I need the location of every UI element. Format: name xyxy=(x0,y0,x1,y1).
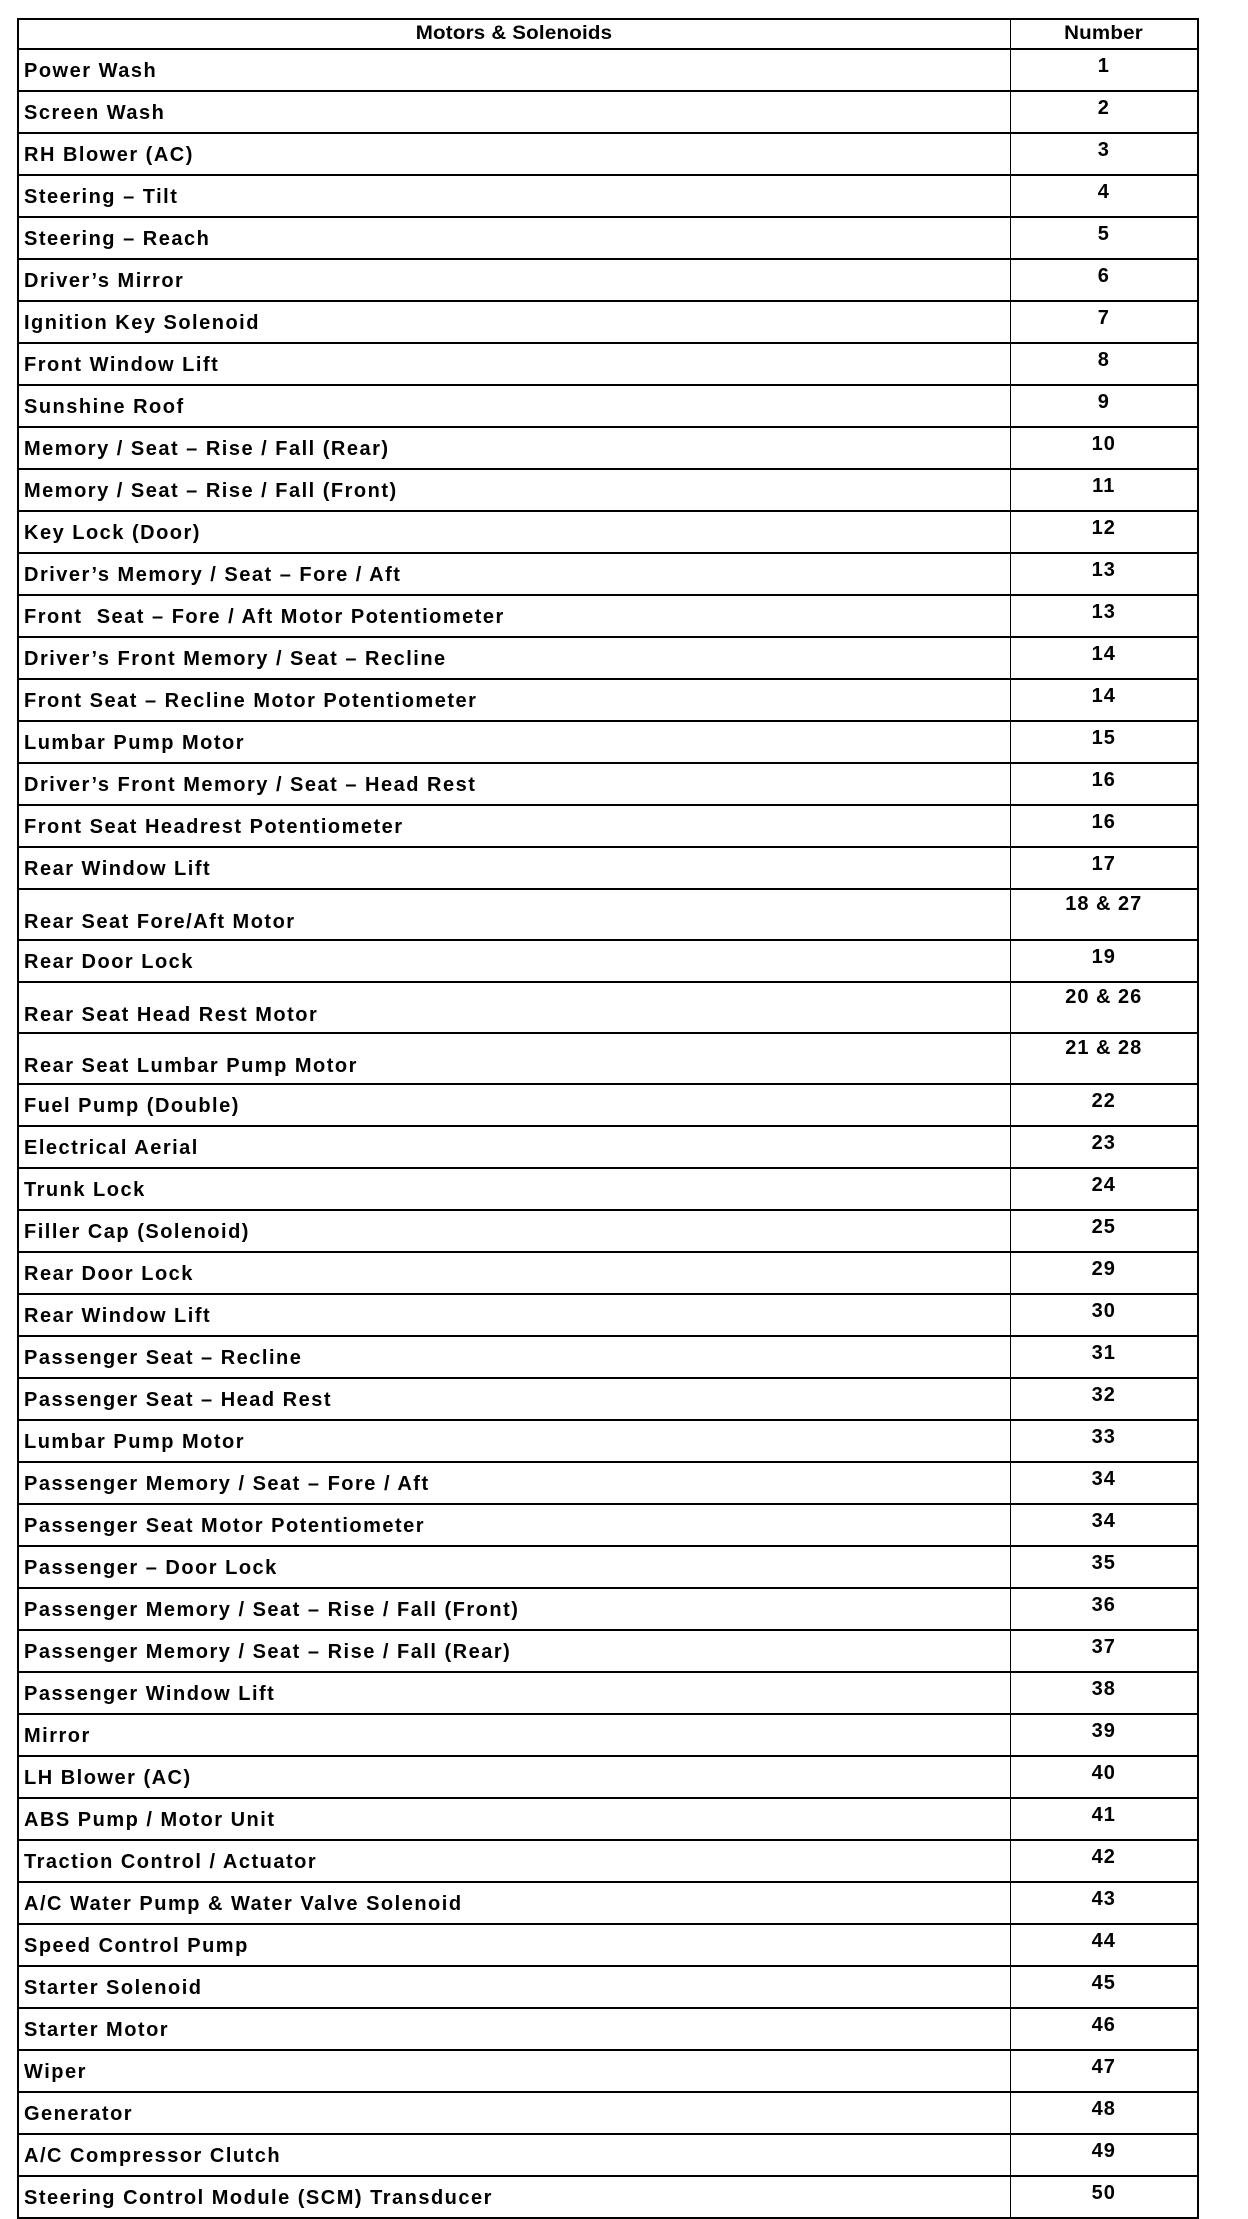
component-number-cell: 48 xyxy=(1010,2092,1198,2134)
component-number-cell: 49 xyxy=(1010,2134,1198,2176)
table-row xyxy=(18,1084,1198,1126)
component-name-cell: Driver’s Memory / Seat – Fore / Aft xyxy=(18,553,1010,595)
component-name-cell: Steering – Reach xyxy=(18,217,1010,259)
component-number-cell: 24 xyxy=(1010,1168,1198,1210)
table-row xyxy=(18,385,1198,427)
component-name-cell: Rear Seat Lumbar Pump Motor xyxy=(18,1033,1010,1084)
component-number-cell: 44 xyxy=(1010,1924,1198,1966)
component-number-cell: 45 xyxy=(1010,1966,1198,2008)
component-number-cell: 42 xyxy=(1010,1840,1198,1882)
table-row xyxy=(18,1672,1198,1714)
component-name-cell: Screen Wash xyxy=(18,91,1010,133)
component-number-cell: 10 xyxy=(1010,427,1198,469)
component-name-cell: Trunk Lock xyxy=(18,1168,1010,1210)
component-name-cell: A/C Water Pump & Water Valve Solenoid xyxy=(18,1882,1010,1924)
table-row xyxy=(18,427,1198,469)
table-row xyxy=(18,847,1198,889)
component-number-cell: 37 xyxy=(1010,1630,1198,1672)
component-number-cell: 29 xyxy=(1010,1252,1198,1294)
table-row xyxy=(18,49,1198,91)
component-number-cell: 22 xyxy=(1010,1084,1198,1126)
component-number-cell: 41 xyxy=(1010,1798,1198,1840)
column-header-label: Motors & Solenoids xyxy=(415,23,613,44)
component-name-cell: Key Lock (Door) xyxy=(18,511,1010,553)
component-name-cell: Wiper xyxy=(18,2050,1010,2092)
table-row xyxy=(18,1336,1198,1378)
component-name-cell: Traction Control / Actuator xyxy=(18,1840,1010,1882)
table-row xyxy=(18,1252,1198,1294)
component-name-cell: Electrical Aerial xyxy=(18,1126,1010,1168)
table-row xyxy=(18,1546,1198,1588)
component-number-cell: 2 xyxy=(1010,91,1198,133)
component-number-cell: 34 xyxy=(1010,1462,1198,1504)
table-row xyxy=(18,217,1198,259)
table-row xyxy=(18,1378,1198,1420)
component-number-cell: 5 xyxy=(1010,217,1198,259)
component-number-cell: 14 xyxy=(1010,637,1198,679)
table-row xyxy=(18,805,1198,847)
component-name-cell: Passenger – Door Lock xyxy=(18,1546,1010,1588)
table-row xyxy=(18,511,1198,553)
component-name-cell: Memory / Seat – Rise / Fall (Front) xyxy=(18,469,1010,511)
component-number-cell: 16 xyxy=(1010,805,1198,847)
component-name-cell: Steering Control Module (SCM) Transducer xyxy=(18,2176,1010,2218)
table-header-row xyxy=(18,19,1198,49)
table-row xyxy=(18,1033,1198,1084)
table-row xyxy=(18,1210,1198,1252)
component-number-cell: 47 xyxy=(1010,2050,1198,2092)
component-number-cell: 1 xyxy=(1010,49,1198,91)
component-number-cell: 31 xyxy=(1010,1336,1198,1378)
component-number-cell: 13 xyxy=(1010,553,1198,595)
component-number-cell: 17 xyxy=(1010,847,1198,889)
component-name-cell: ABS Pump / Motor Unit xyxy=(18,1798,1010,1840)
table-row xyxy=(18,553,1198,595)
table-row xyxy=(18,2008,1198,2050)
component-name-cell: Generator xyxy=(18,2092,1010,2134)
component-name-cell: A/C Compressor Clutch xyxy=(18,2134,1010,2176)
table-row xyxy=(18,2092,1198,2134)
component-name-cell: Passenger Seat Motor Potentiometer xyxy=(18,1504,1010,1546)
component-number-cell: 33 xyxy=(1010,1420,1198,1462)
table-row xyxy=(18,1504,1198,1546)
component-name-cell: Front Seat Headrest Potentiometer xyxy=(18,805,1010,847)
component-name-cell: Rear Seat Fore/Aft Motor xyxy=(18,889,1010,940)
component-name-cell: Passenger Seat – Head Rest xyxy=(18,1378,1010,1420)
component-name-cell: Starter Solenoid xyxy=(18,1966,1010,2008)
table-row xyxy=(18,1840,1198,1882)
component-name-cell: Rear Door Lock xyxy=(18,1252,1010,1294)
component-number-cell: 16 xyxy=(1010,763,1198,805)
component-name-cell: Rear Window Lift xyxy=(18,1294,1010,1336)
component-number-cell: 46 xyxy=(1010,2008,1198,2050)
component-name-cell: Speed Control Pump xyxy=(18,1924,1010,1966)
component-number-cell: 14 xyxy=(1010,679,1198,721)
component-number-cell: 21 & 28 xyxy=(1010,1033,1198,1084)
table-row xyxy=(18,1420,1198,1462)
table-row xyxy=(18,637,1198,679)
component-name-cell: Power Wash xyxy=(18,49,1010,91)
column-header-number xyxy=(1010,19,1198,49)
component-number-cell: 20 & 26 xyxy=(1010,982,1198,1033)
component-name-cell: Rear Window Lift xyxy=(18,847,1010,889)
column-header-motors-solenoids xyxy=(18,19,1010,49)
table-row xyxy=(18,1798,1198,1840)
table-row xyxy=(18,1966,1198,2008)
component-name-cell: Passenger Memory / Seat – Rise / Fall (Front) xyxy=(18,1588,1010,1630)
table-row xyxy=(18,679,1198,721)
component-name-cell: Driver’s Front Memory / Seat – Head Rest xyxy=(18,763,1010,805)
component-number-cell: 23 xyxy=(1010,1126,1198,1168)
component-name-cell: Steering – Tilt xyxy=(18,175,1010,217)
component-number-cell: 25 xyxy=(1010,1210,1198,1252)
table-row xyxy=(18,982,1198,1033)
component-number-cell: 19 xyxy=(1010,940,1198,982)
table-row xyxy=(18,595,1198,637)
table-row xyxy=(18,940,1198,982)
component-number-cell: 35 xyxy=(1010,1546,1198,1588)
component-name-cell: RH Blower (AC) xyxy=(18,133,1010,175)
component-number-cell: 13 xyxy=(1010,595,1198,637)
component-number-cell: 15 xyxy=(1010,721,1198,763)
component-number-cell: 7 xyxy=(1010,301,1198,343)
table-row xyxy=(18,721,1198,763)
table-row xyxy=(18,1630,1198,1672)
component-name-cell: Ignition Key Solenoid xyxy=(18,301,1010,343)
component-number-cell: 11 xyxy=(1010,469,1198,511)
table-row xyxy=(18,1126,1198,1168)
component-name-cell: Passenger Window Lift xyxy=(18,1672,1010,1714)
component-name-cell: Front Seat – Fore / Aft Motor Potentiometer xyxy=(18,595,1010,637)
component-number-cell: 50 xyxy=(1010,2176,1198,2218)
table-row xyxy=(18,1462,1198,1504)
component-name-cell: Front Seat – Recline Motor Potentiometer xyxy=(18,679,1010,721)
table-row xyxy=(18,175,1198,217)
component-number-cell: 8 xyxy=(1010,343,1198,385)
component-number-cell: 12 xyxy=(1010,511,1198,553)
table-row xyxy=(18,2134,1198,2176)
motors-solenoids-table xyxy=(17,18,1199,2219)
table-row xyxy=(18,343,1198,385)
component-name-cell: Lumbar Pump Motor xyxy=(18,721,1010,763)
table-row xyxy=(18,91,1198,133)
table-row xyxy=(18,469,1198,511)
table-row xyxy=(18,2176,1198,2218)
table-row xyxy=(18,259,1198,301)
table-row xyxy=(18,2050,1198,2092)
component-name-cell: Filler Cap (Solenoid) xyxy=(18,1210,1010,1252)
component-name-cell: Passenger Memory / Seat – Rise / Fall (Rear) xyxy=(18,1630,1010,1672)
component-name-cell: Passenger Memory / Seat – Fore / Aft xyxy=(18,1462,1010,1504)
component-number-cell: 39 xyxy=(1010,1714,1198,1756)
component-name-cell: Fuel Pump (Double) xyxy=(18,1084,1010,1126)
table-row xyxy=(18,889,1198,940)
component-number-cell: 36 xyxy=(1010,1588,1198,1630)
component-name-cell: Driver’s Front Memory / Seat – Recline xyxy=(18,637,1010,679)
column-header-label: Number xyxy=(1064,23,1144,44)
component-name-cell: Driver’s Mirror xyxy=(18,259,1010,301)
table-row xyxy=(18,1714,1198,1756)
component-number-cell: 38 xyxy=(1010,1672,1198,1714)
component-number-cell: 3 xyxy=(1010,133,1198,175)
component-name-cell: Lumbar Pump Motor xyxy=(18,1420,1010,1462)
component-name-cell: Front Window Lift xyxy=(18,343,1010,385)
table-row xyxy=(18,301,1198,343)
component-name-cell: LH Blower (AC) xyxy=(18,1756,1010,1798)
component-name-cell: Rear Seat Head Rest Motor xyxy=(18,982,1010,1033)
component-number-cell: 4 xyxy=(1010,175,1198,217)
component-number-cell: 9 xyxy=(1010,385,1198,427)
component-number-cell: 40 xyxy=(1010,1756,1198,1798)
component-name-cell: Rear Door Lock xyxy=(18,940,1010,982)
table-row xyxy=(18,1588,1198,1630)
table-row xyxy=(18,1882,1198,1924)
component-number-cell: 18 & 27 xyxy=(1010,889,1198,940)
component-name-cell: Starter Motor xyxy=(18,2008,1010,2050)
component-name-cell: Mirror xyxy=(18,1714,1010,1756)
component-number-cell: 34 xyxy=(1010,1504,1198,1546)
table-body xyxy=(18,49,1198,2218)
component-name-cell: Passenger Seat – Recline xyxy=(18,1336,1010,1378)
component-number-cell: 30 xyxy=(1010,1294,1198,1336)
table-row xyxy=(18,1756,1198,1798)
component-name-cell: Sunshine Roof xyxy=(18,385,1010,427)
table-row xyxy=(18,763,1198,805)
component-name-cell: Memory / Seat – Rise / Fall (Rear) xyxy=(18,427,1010,469)
table-row xyxy=(18,133,1198,175)
table-row xyxy=(18,1294,1198,1336)
component-number-cell: 6 xyxy=(1010,259,1198,301)
component-number-cell: 43 xyxy=(1010,1882,1198,1924)
table-row xyxy=(18,1168,1198,1210)
component-number-cell: 32 xyxy=(1010,1378,1198,1420)
